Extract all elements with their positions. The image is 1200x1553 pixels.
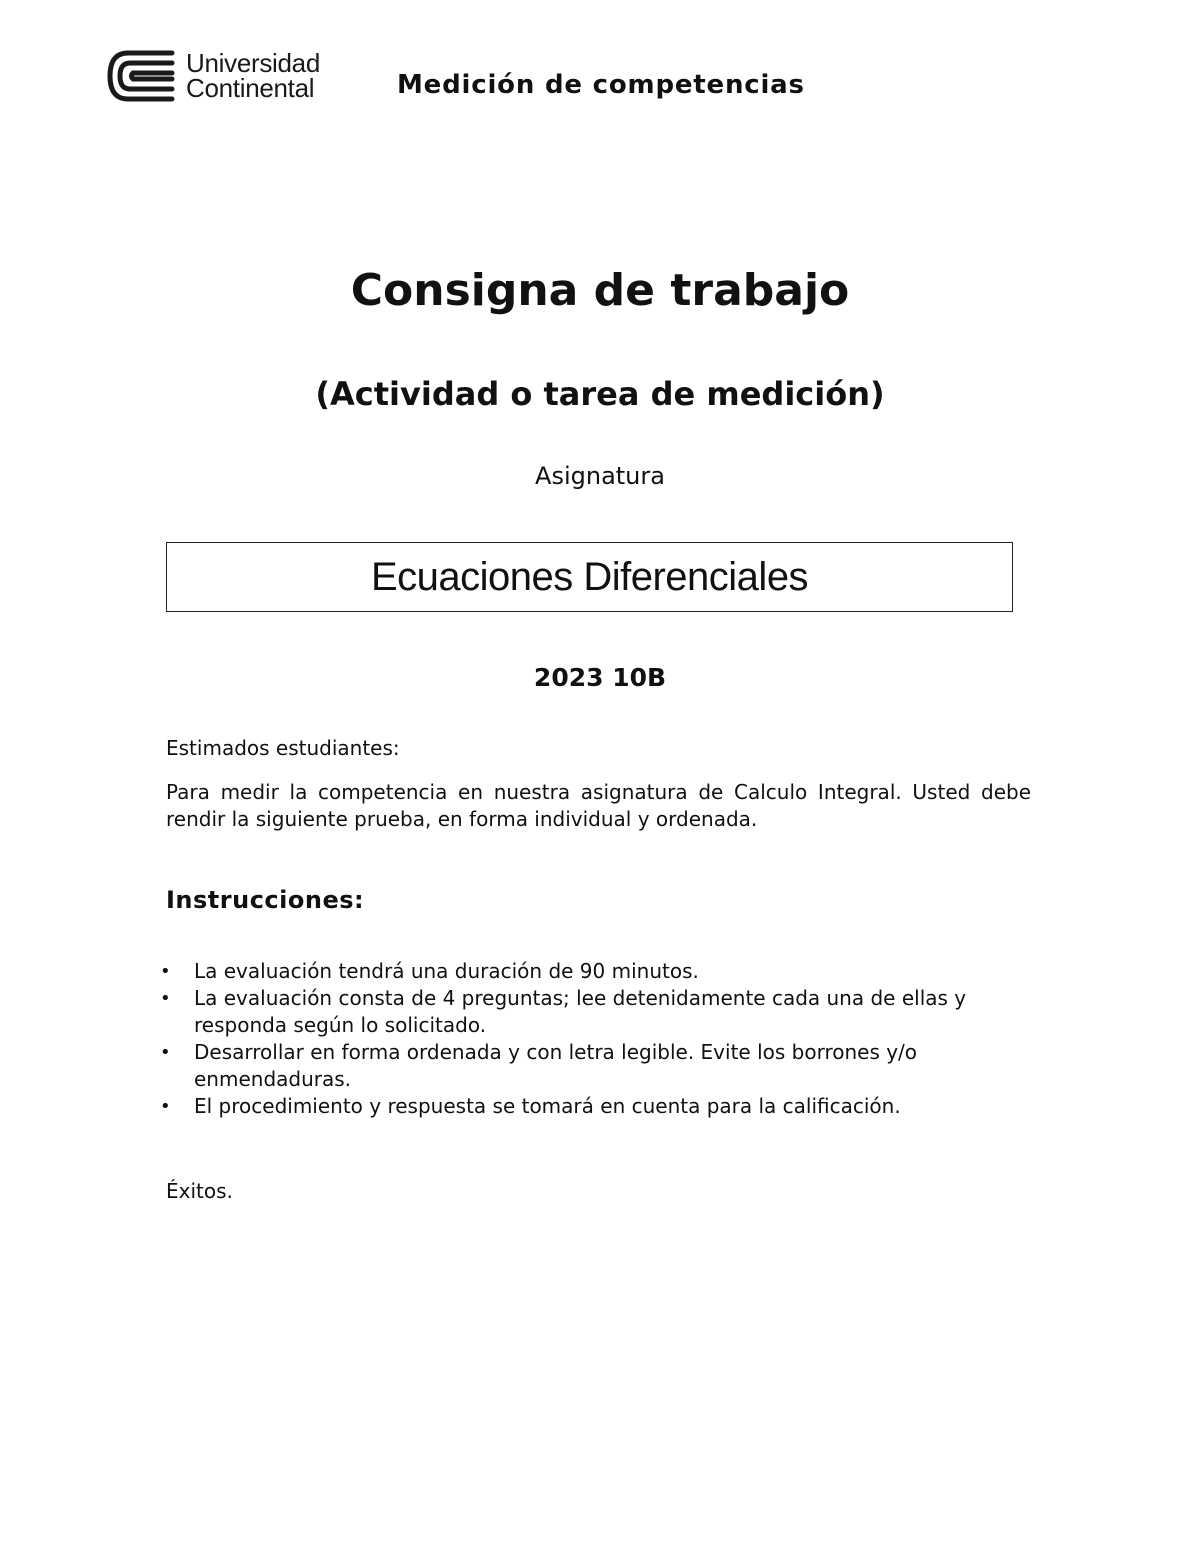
intro-paragraph: Para medir la competencia en nuestra asignatura de Calculo Integral. Usted debe rendir la siguiente prueba, en forma individual y ordenada. (166, 780, 1031, 831)
list-item (160, 1039, 1040, 1093)
university-logo-icon (106, 50, 176, 102)
list-item (160, 1093, 1040, 1120)
bullet-icon: • (160, 1096, 171, 1117)
university-logo (106, 50, 320, 102)
subject-name: Ecuaciones Diferenciales (370, 554, 809, 599)
bullet-icon: • (160, 961, 171, 982)
closing-text: Éxitos. (166, 1179, 233, 1203)
instruction-text: La evaluación consta de 4 preguntas; lee detenidamente cada una de ellas y responda según lo solicitado. (194, 986, 967, 1037)
instruction-text: Desarrollar en forma ordenada y con letra legible. Evite los borrones y/o enmendaduras. (194, 1040, 918, 1091)
header-title: Medición de competencias (397, 70, 805, 100)
page-title: Consigna de trabajo (350, 265, 850, 316)
university-logo-wordmark (186, 48, 320, 103)
logo-line-2: Continental (186, 73, 315, 103)
list-item (160, 958, 1040, 985)
bullet-icon: • (160, 988, 171, 1009)
instruction-text: El procedimiento y respuesta se tomará en cuenta para la calificación. (194, 1094, 901, 1118)
subject-label: Asignatura (535, 462, 665, 490)
bullet-icon: • (160, 1042, 171, 1063)
logo-line-1: Universidad (186, 48, 320, 78)
academic-period: 2023 10B (533, 663, 667, 692)
instructions-list (160, 958, 1040, 1120)
list-item (160, 985, 1040, 1039)
subject-box (166, 542, 1013, 612)
instructions-heading: Instrucciones: (166, 886, 365, 914)
page-subtitle: (Actividad o tarea de medición) (315, 375, 885, 413)
greeting: Estimados estudiantes: (166, 736, 400, 760)
instruction-text: La evaluación tendrá una duración de 90 minutos. (194, 959, 699, 983)
